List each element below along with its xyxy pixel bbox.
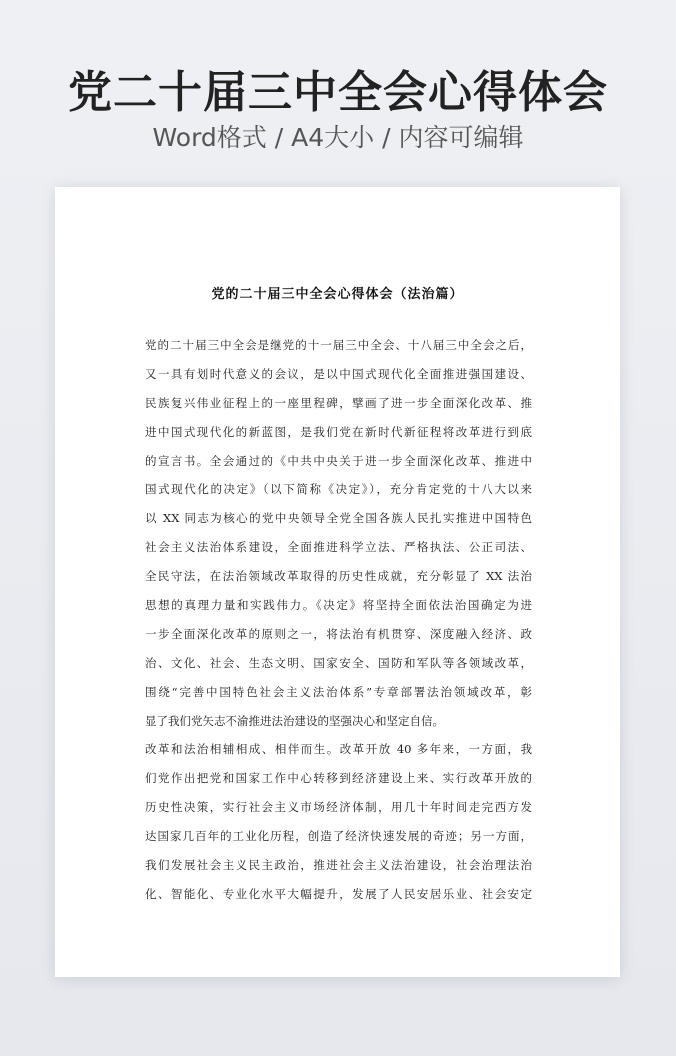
paragraph-line: 围绕“完善中国特色社会主义法治体系”专章部署法治领域改革，彰 <box>145 684 532 699</box>
paragraph-line: 显了我们党矢志不渝推进法治建设的坚强决心和坚定自信。 <box>145 713 444 728</box>
paragraph-line: 我们发展社会主义民主政治，推进社会主义法治建设，社会治理法治 <box>145 858 532 873</box>
banner-title: 党二十届三中全会心得体会 <box>68 67 608 118</box>
paragraph-line: 一步全面深化改革的原则之一，将法治有机贯穿、深度融入经济、政 <box>145 626 532 641</box>
paragraph-line: 历史性决策，实行社会主义市场经济体制，用几十年时间走完西方发 <box>145 800 532 815</box>
paragraph-line: 达国家几百年的工业化历程，创造了经济快速发展的奇迹；另一方面， <box>145 829 532 844</box>
document-page <box>55 187 620 977</box>
document-title: 党的二十届三中全会心得体会（法治篇） <box>211 287 464 302</box>
paragraph-line: 民族复兴伟业征程上的一座里程碑，擘画了进一步全面深化改革、推 <box>145 395 532 410</box>
paragraph-line: 社会主义法治体系建设，全面推进科学立法、严格执法、公正司法、 <box>145 540 532 555</box>
paragraph-line: 党的二十届三中全会是继党的十一届三中全会、十八届三中全会之后， <box>145 338 532 352</box>
paragraph-line: 们党作出把党和国家工作中心转移到经济建设上来、实行改革开放的 <box>145 771 532 786</box>
document-body <box>145 331 532 909</box>
paragraph-line: 进中国式现代化的新蓝图，是我们党在新时代新征程将改革进行到底 <box>145 424 532 439</box>
paragraph-line: 治、文化、社会、生态文明、国家安全、国防和军队等各领域改革， <box>145 655 532 670</box>
paragraph-line: 国式现代化的决定》（以下简称《决定》），充分肯定党的十八大以来 <box>145 482 532 497</box>
banner-subtitle: Word格式 / A4大小 / 内容可编辑 <box>152 123 524 152</box>
paragraph-line: 思想的真理力量和实践伟力。《决定》将坚持全面依法治国确定为进 <box>145 598 532 613</box>
paragraph-line: 改革和法治相辅相成、相伴而生。改革开放 40 多年来，一方面，我 <box>145 742 532 757</box>
paragraph-line: 又一具有划时代意义的会议，是以中国式现代化全面推进强国建设、 <box>145 366 532 381</box>
paragraph-line: 全民守法，在法治领域改革取得的历史性成就，充分彰显了 XX 法治 <box>145 569 532 584</box>
paragraph-line: 化、智能化、专业化水平大幅提升，发展了人民安居乐业、社会安定 <box>145 886 532 901</box>
paragraph-line: 以 XX 同志为核心的党中央领导全党全国各族人民扎实推进中国特色 <box>145 511 532 526</box>
paragraph-line: 的宣言书。全会通过的《中共中央关于进一步全面深化改革、推进中 <box>145 453 532 468</box>
